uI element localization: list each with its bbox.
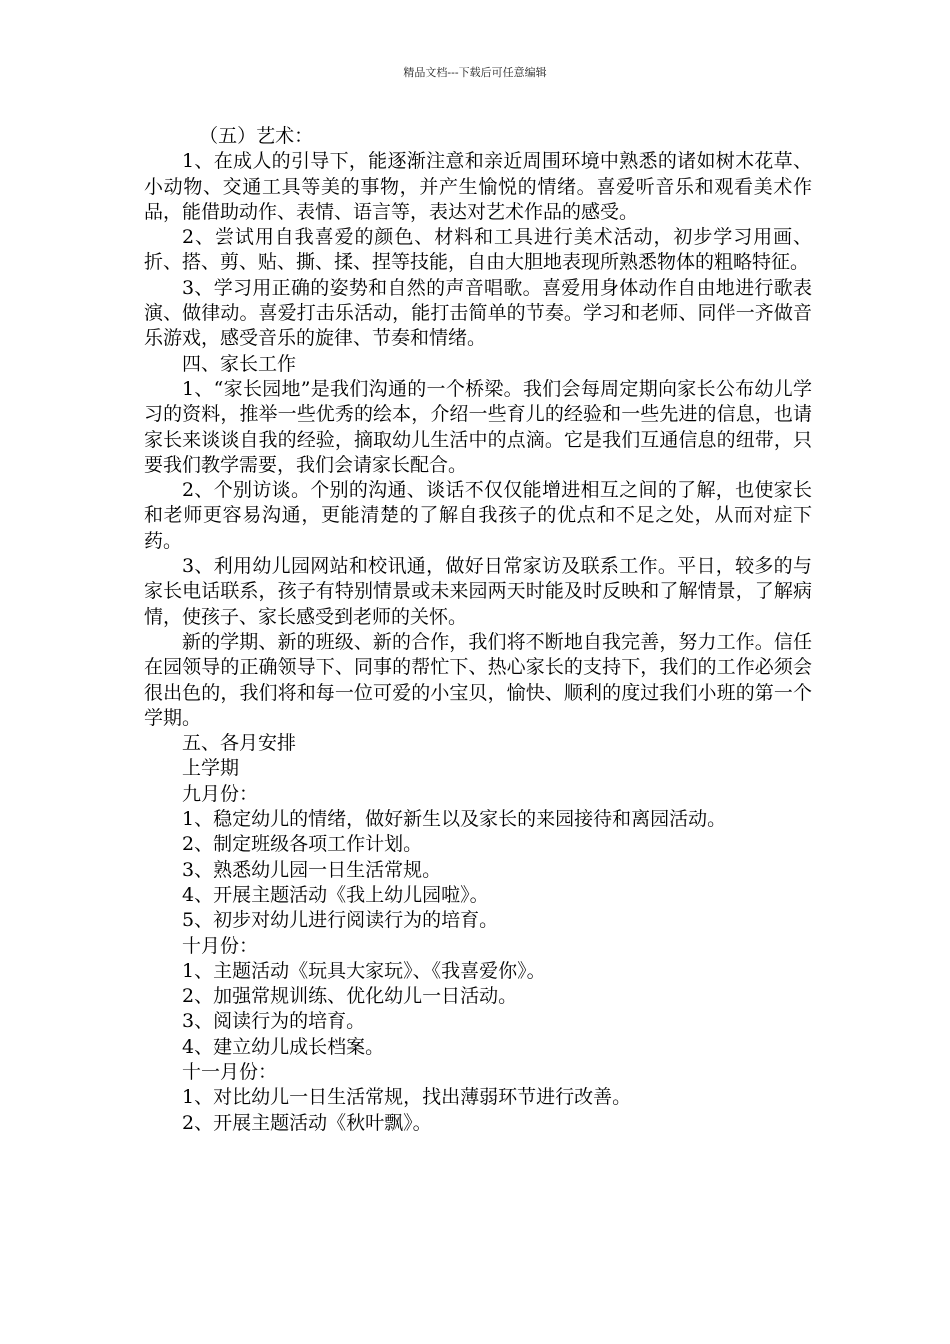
list-item: 3、阅读行为的培育。: [182, 1010, 366, 1033]
list-item: 3、熟悉幼儿园一日生活常规。: [182, 858, 442, 881]
paragraph: 新的学期、新的班级、新的合作，我们将不断地自我完善，努力工作。信任在园领导的正确领导下、同事的帮忙下、热心家长的支持下，我们的工作必须会很出色的，我们将和每一位可爱的小宝贝，愉快、顺利的度过我们小班的第一个学期。: [144, 630, 812, 729]
list-item: 2、制定班级各项工作计划。: [182, 833, 423, 856]
month-heading-october: 十月份：: [182, 934, 259, 957]
section-heading-parent-work: 四、家长工作: [182, 352, 297, 375]
month-heading-november: 十一月份：: [182, 1060, 278, 1083]
list-item: 1、主题活动《玩具大家玩》、《我喜爱你》。: [182, 959, 546, 982]
paragraph: 3、学习用正确的姿势和自然的声音唱歌。喜爱用身体动作自由地进行歌表演、做律动。喜爱打击乐活动，能打击简单的节奏。学习和老师、同伴一齐做音乐游戏，感受音乐的旋律、节奏和情绪。: [144, 276, 812, 350]
list-item: 1、对比幼儿一日生活常规，找出薄弱环节进行改善。: [182, 1086, 632, 1109]
list-item: 1、稳定幼儿的情绪，做好新生以及家长的来园接待和离园活动。: [182, 808, 727, 831]
paragraph: 3、利用幼儿园网站和校讯通，做好日常家访及联系工作。平日，较多的与家长电话联系，孩子有特别情景或未来园两天时能及时反映和了解情景，了解病情，使孩子、家长感受到老师的关怀。: [144, 555, 812, 628]
paragraph: 1、在成人的引导下，能逐渐注意和亲近周围环境中熟悉的诸如树木花草、小动物、交通工具等美的事物，并产生愉悦的情绪。喜爱听音乐和观看美术作品，能借助动作、表情、语言等，表达对艺术作品的感受。: [144, 150, 812, 223]
paragraph: 2、尝试用自我喜爱的颜色、材料和工具进行美术活动，初步学习用画、折、搭、剪、贴、撕、揉、捏等技能，自由大胆地表现所熟悉物体的粗略特征。: [144, 226, 812, 274]
document-body: [144, 124, 812, 1136]
paragraph: 2、个别访谈。个别的沟通、谈话不仅仅能增进相互之间的了解，也使家长和老师更容易沟通，更能清楚的了解自我孩子的优点和不足之处，从而对症下药。: [144, 479, 812, 552]
list-item: 2、加强常规训练、优化幼儿一日活动。: [182, 985, 518, 1008]
subheading-semester: 上学期: [182, 757, 240, 780]
month-heading-september: 九月份：: [182, 782, 259, 805]
list-item: 4、开展主题活动《我上幼儿园啦》。: [182, 883, 489, 906]
list-item: 5、初步对幼儿进行阅读行为的培育。: [182, 909, 499, 932]
page-header: 精品文档---下载后可任意编辑: [403, 66, 547, 79]
section-heading-art: （五）艺术：: [199, 125, 314, 147]
list-item: 4、建立幼儿成长档案。: [182, 1035, 385, 1058]
list-item: 2、开展主题活动《秋叶飘》。: [182, 1111, 432, 1134]
section-heading-monthly-plan: 五、各月安排: [182, 732, 297, 755]
paragraph: 1、“家长园地”是我们沟通的一个桥梁。我们会每周定期向家长公布幼儿学习的资料，推举一些优秀的绘本，介绍一些育儿的经验和一些先进的信息，也请家长来谈谈自我的经验，摘取幼儿生活中的点滴。它是我们互通信息的纽带，只要我们教学需要，我们会请家长配合。: [144, 377, 812, 476]
